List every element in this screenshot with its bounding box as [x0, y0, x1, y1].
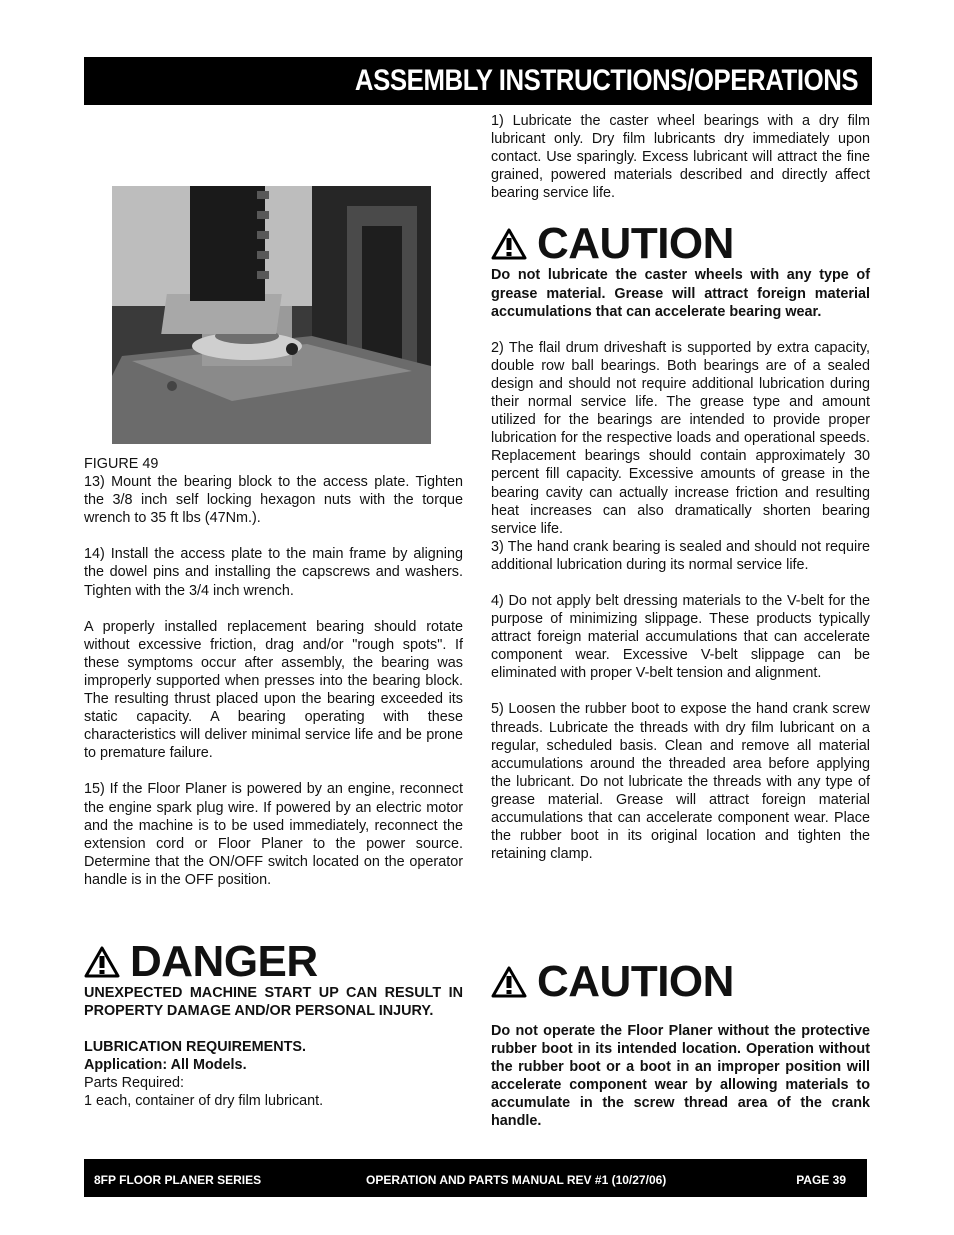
application-line: Application: All Models.	[84, 1057, 247, 1074]
right-column-top	[491, 112, 870, 863]
caution-heading-1	[491, 219, 870, 269]
caution-text-1: Do not lubricate the caster wheels with any type of grease material. Grease will attract foreign material accumulations that can accelerate bearing wear.	[491, 267, 870, 320]
caution-text-2: Do not operate the Floor Planer without the protective rubber boot in its intended location. Operation without the rubber boot or a boot in an improper position will accelerate component wear by allowing materials to accumulate in the screw thread area of the crank handle.	[491, 1023, 870, 1130]
step-13: 13) Mount the bearing block to the access plate. Tighten the 3/8 inch self locking hexagon nuts with the torque wrench to 35 ft lbs (47Nm.).	[84, 474, 463, 527]
warning-triangle-icon	[84, 946, 120, 978]
parts-required-label: Parts Required:	[84, 1075, 184, 1092]
page-title: ASSEMBLY INSTRUCTIONS/OPERATIONS	[354, 64, 858, 97]
footer-page-number: PAGE 39	[796, 1173, 846, 1187]
left-column	[84, 455, 463, 889]
header-bar	[84, 57, 872, 105]
footer-bar	[84, 1159, 867, 1197]
caution-block-2	[491, 957, 870, 1131]
danger-heading	[84, 937, 463, 986]
caution-title-1: CAUTION	[537, 219, 734, 269]
lube-item-3: 3) The hand crank bearing is sealed and should not require additional lubrication during its normal service life.	[491, 538, 870, 573]
lube-item-1: 1) Lubricate the caster wheel bearings with a dry film lubricant only. Dry film lubricants dry immediately upon contact. Use sparingly. Excess lubricant will attract the fine grained, powered materials described and directly affect bearing service life.	[491, 113, 870, 202]
danger-block	[84, 937, 463, 1111]
warning-triangle-icon	[491, 228, 527, 260]
footer-series: 8FP FLOOR PLANER SERIES	[94, 1173, 262, 1187]
lube-item-5: 5) Loosen the rubber boot to expose the hand crank screw threads. Lubricate the threads with dry film lubricant on a regular, scheduled basis. Clean and remove all material accumulations around the threaded area before applying the lubricant. Do not lubricate the threads with any type of grease material. Grease will attract foreign material accumulations that can accelerate component wear. Place the rubber boot in its original location and tighten the retaining clamp.	[491, 701, 870, 863]
lube-item-4: 4) Do not apply belt dressing materials to the V-belt for the purpose of minimizing slippage. These products typically attract foreign material accumulations that can accelerate component wear. Excessive V-belt slippage can be eliminated with proper V-belt tension and alignment.	[491, 592, 870, 682]
bearing-note: A properly installed replacement bearing should rotate without excessive friction, drag and/or "rough spots". If these symptoms occur after assembly, the bearing was improperly supported when presses into the bearing block. The resulting thrust placed upon the bearing exceeded its static capacity. A bearing operating with these characteristics will deliver minimal service life and be prone to premature failure.	[84, 618, 463, 762]
warning-triangle-icon	[491, 966, 527, 998]
danger-title: DANGER	[130, 937, 318, 986]
caution-title-2: CAUTION	[537, 957, 734, 1006]
caution-heading-2	[491, 957, 870, 1006]
step-14: 14) Install the access plate to the main frame by aligning the dowel pins and installing the capscrews and washers. Tighten with the 3/4 inch wrench.	[84, 546, 463, 599]
lube-item-2: 2) The flail drum driveshaft is supported by extra capacity, double row ball bearings. Both bearings are of a sealed design and should not require additional lubrication during their normal service life. The grease type and amount utilized for the bearings are intended to provide proper lubrication for the respective loads and operational speeds. Replacement bearings should contain approximately 30 percent fill capacity. Excessive amounts of grease in the bearing cavity can actually increase friction and resulting heat increases can also dramatically shorten bearing service life.	[491, 339, 870, 537]
footer-manual: OPERATION AND PARTS MANUAL REV #1 (10/27/06)	[366, 1173, 667, 1187]
figure-caption: FIGURE 49	[84, 456, 159, 472]
danger-text: UNEXPECTED MACHINE START UP CAN RESULT IN PROPERTY DAMAGE AND/OR PERSONAL INJURY.	[84, 985, 463, 1020]
figure-49-photo	[112, 186, 431, 444]
parts-item: 1 each, container of dry film lubricant.	[84, 1093, 324, 1110]
lubrication-heading: LUBRICATION REQUIREMENTS.	[84, 1039, 306, 1056]
step-15: 15) If the Floor Planer is powered by an engine, reconnect the engine spark plug wire. If powered by an electric motor and the machine is to be used immediately, reconnect the extension cord or Floor Planer to the power source. Determine that the ON/OFF switch located on the operator handle is in the OFF position.	[84, 781, 463, 888]
